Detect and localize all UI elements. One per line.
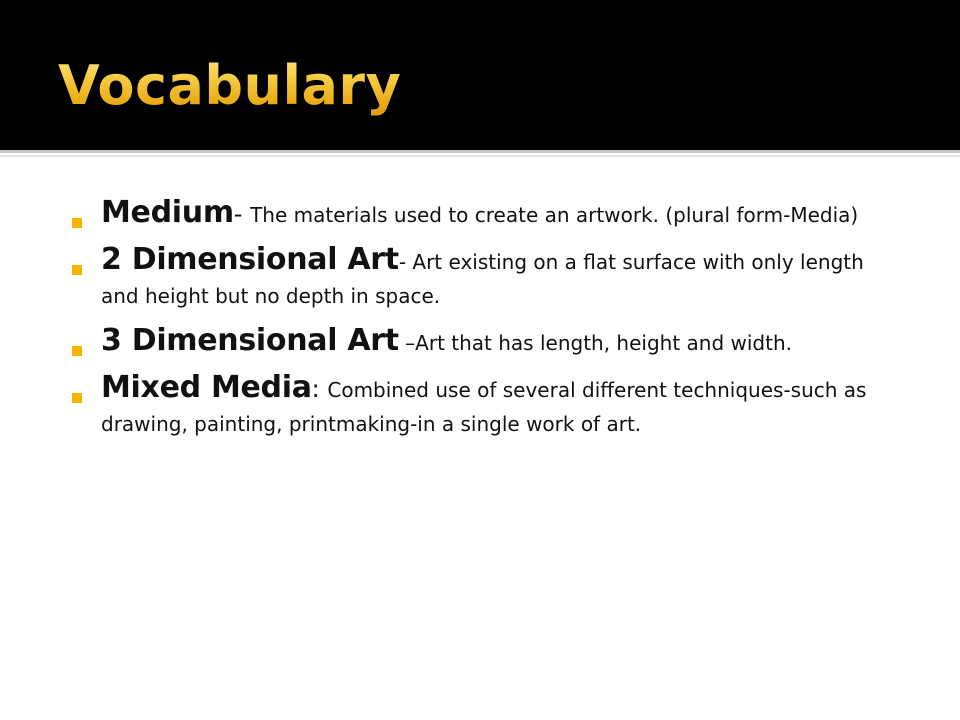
vocabulary-item-medium	[70, 196, 890, 232]
slide-title: Vocabulary	[58, 46, 401, 126]
square-bullet-icon	[72, 393, 82, 403]
term-separator: -	[233, 200, 251, 228]
term-separator: –	[398, 331, 416, 355]
vocabulary-definition: Combined use of several different techniques-such as drawing, painting, printmaking-in a single work of art.	[101, 378, 867, 436]
vocabulary-definition: Art that has length, height and width.	[415, 331, 792, 355]
vocabulary-item-3d-art	[70, 324, 890, 360]
vocabulary-term: 3 Dimensional Art	[101, 323, 399, 358]
term-separator: -	[398, 250, 413, 274]
vocabulary-definition: The materials used to create an artwork. (plural form-Media)	[250, 203, 859, 227]
square-bullet-icon	[72, 218, 82, 228]
vocabulary-term: Medium	[101, 195, 234, 230]
title-bar	[0, 0, 960, 150]
title-divider-secondary	[0, 155, 960, 157]
square-bullet-icon	[72, 346, 82, 356]
vocabulary-list	[70, 196, 890, 441]
vocabulary-term: Mixed Media	[101, 370, 312, 405]
title-divider	[0, 150, 960, 153]
vocabulary-item-mixed-media	[70, 371, 890, 441]
vocabulary-term: 2 Dimensional Art	[101, 242, 399, 277]
vocabulary-item-2d-art	[70, 243, 890, 313]
vocabulary-definition: Art existing on a flat surface with only length and height but no depth in space.	[101, 250, 864, 308]
square-bullet-icon	[72, 265, 82, 275]
slide-content	[70, 196, 890, 452]
term-separator: :	[311, 375, 328, 403]
